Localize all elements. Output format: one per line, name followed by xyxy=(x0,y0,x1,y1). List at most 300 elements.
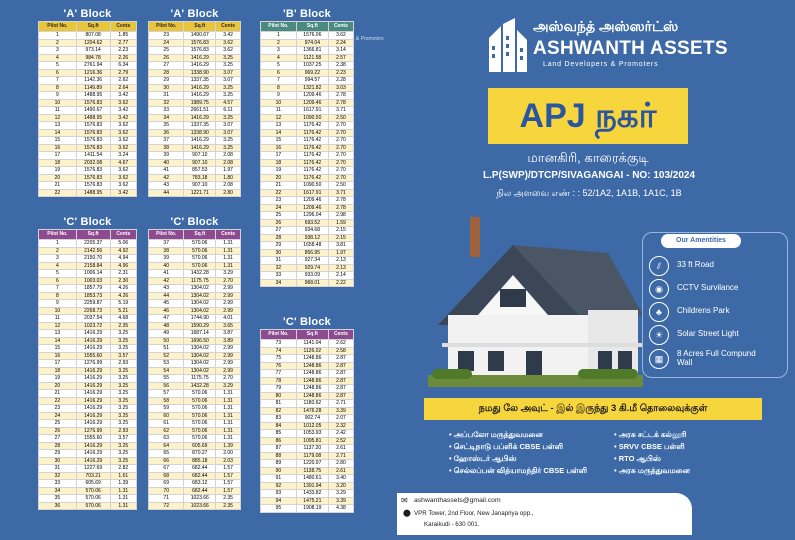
table-cell: 1.31 xyxy=(216,427,241,435)
table-cell: 907.10 xyxy=(184,159,216,167)
table-cell: 56 xyxy=(149,382,184,390)
table-row xyxy=(39,107,137,115)
table-cell: 2268.73 xyxy=(76,307,110,315)
table-row xyxy=(39,450,137,458)
table-cell: 3.39 xyxy=(328,407,353,415)
table-row xyxy=(261,445,354,453)
table-cell: 1296.04 xyxy=(296,212,328,220)
table-cell: 94 xyxy=(261,497,297,505)
table-cell: 1095.81 xyxy=(296,437,328,445)
table-row xyxy=(261,452,354,460)
table-cell: 34 xyxy=(39,487,77,495)
table-cell: 2.99 xyxy=(216,307,241,315)
table-cell: 2.99 xyxy=(216,285,241,293)
table-cell: 3.29 xyxy=(216,382,241,390)
table-cell: 27 xyxy=(149,62,184,70)
table-cell: 1416.29 xyxy=(76,330,110,338)
table-cell: 64 xyxy=(149,442,184,450)
table-cell: 2.23 xyxy=(110,47,136,55)
table-row xyxy=(39,405,137,413)
table-row xyxy=(261,182,354,190)
table-cell: 89 xyxy=(261,460,297,468)
column-header: Sq.ft xyxy=(76,230,110,240)
table-cell: 74 xyxy=(261,347,297,355)
table-cell: 2.70 xyxy=(216,375,241,383)
table-cell: 1.85 xyxy=(110,32,136,40)
table-cell: 1248.86 xyxy=(296,392,328,400)
table-cell: 26 xyxy=(39,427,77,435)
amenity-item xyxy=(649,279,789,299)
table-cell: 22 xyxy=(39,397,77,405)
table-cell: 1023.72 xyxy=(76,322,110,330)
a-block-table-1 xyxy=(38,8,137,197)
table-cell: 2.98 xyxy=(328,212,353,220)
table-cell: 2.99 xyxy=(216,352,241,360)
table-cell: 3.25 xyxy=(110,397,136,405)
table-cell: 3.62 xyxy=(216,47,241,55)
table-row xyxy=(261,257,354,265)
table-cell: 1180.62 xyxy=(296,400,328,408)
table-cell: 1576.83 xyxy=(76,174,110,182)
table-cell: 5.21 xyxy=(110,307,136,315)
building-logo-icon xyxy=(487,18,529,72)
table-cell: 45 xyxy=(149,300,184,308)
table-cell: 1908.19 xyxy=(296,505,328,513)
table-cell: 2.64 xyxy=(110,84,136,92)
table-cell: 32 xyxy=(149,99,184,107)
table-cell: 1416.29 xyxy=(76,367,110,375)
table-cell: 40 xyxy=(149,262,184,270)
table-row xyxy=(149,77,241,85)
table-row xyxy=(39,77,137,85)
table-row xyxy=(261,415,354,423)
table-cell: 1366.81 xyxy=(296,47,328,55)
house-illustration xyxy=(418,205,648,395)
table-cell: 31 xyxy=(261,257,297,265)
table-cell: 1.31 xyxy=(110,495,136,503)
table-cell: 12 xyxy=(261,114,297,122)
table-cell: 41 xyxy=(149,270,184,278)
table-cell: 7 xyxy=(39,285,77,293)
table-cell: 1337.35 xyxy=(184,77,216,85)
table-cell: 1 xyxy=(261,32,297,40)
table-cell: 934.68 xyxy=(296,227,328,235)
table-row xyxy=(149,502,241,510)
table-cell: 2.28 xyxy=(328,77,353,85)
table-row xyxy=(39,390,137,398)
table-cell: 3 xyxy=(261,47,297,55)
table-cell: 1490.67 xyxy=(184,32,216,40)
table-cell: 12 xyxy=(39,322,77,330)
table-row xyxy=(149,450,241,458)
table-cell: 6.11 xyxy=(216,107,241,115)
table-row xyxy=(149,367,241,375)
table-cell: 1488.95 xyxy=(76,114,110,122)
cctv-icon: ◉ xyxy=(649,279,669,299)
table-row xyxy=(149,472,241,480)
table-cell: 2.99 xyxy=(216,292,241,300)
table-cell: 32 xyxy=(39,472,77,480)
table-cell: 1853.73 xyxy=(76,292,110,300)
table-cell: 2.13 xyxy=(328,264,353,272)
plot-table xyxy=(260,21,354,287)
table-row xyxy=(261,437,354,445)
table-cell: 72 xyxy=(149,502,184,510)
table-cell: 2.99 xyxy=(216,360,241,368)
table-cell: 1304.02 xyxy=(184,292,216,300)
table-cell: 28 xyxy=(39,442,77,450)
table-cell: 570.06 xyxy=(184,435,216,443)
table-cell: 3.25 xyxy=(216,54,241,62)
table-cell: 1053.93 xyxy=(296,430,328,438)
plot-table xyxy=(260,329,354,513)
table-cell: 3.25 xyxy=(110,412,136,420)
table-cell: 3.03 xyxy=(328,84,353,92)
table-cell: 3.07 xyxy=(216,69,241,77)
table-cell: 2.08 xyxy=(216,159,241,167)
table-cell: 1590.29 xyxy=(184,322,216,330)
table-cell: 3.81 xyxy=(328,242,353,250)
table-row xyxy=(261,467,354,475)
table-cell: 1555.60 xyxy=(76,352,110,360)
table-cell: 2 xyxy=(261,39,297,47)
table-cell: 1687.14 xyxy=(184,330,216,338)
table-row xyxy=(39,182,137,190)
table-cell: 1576.83 xyxy=(184,47,216,55)
table-row xyxy=(261,212,354,220)
table-cell: 2.13 xyxy=(328,257,353,265)
table-cell: 1576.83 xyxy=(76,167,110,175)
table-cell: 20 xyxy=(39,382,77,390)
table-cell: 1.31 xyxy=(216,412,241,420)
table-cell: 1576.83 xyxy=(76,122,110,130)
brand-logo xyxy=(487,16,728,76)
block-title: 'C' Block xyxy=(63,216,112,228)
table-cell: 3.71 xyxy=(328,189,353,197)
table-cell: 857.53 xyxy=(184,167,216,175)
table-cell: 1138.75 xyxy=(296,467,328,475)
table-row xyxy=(149,345,241,353)
table-cell: 3.25 xyxy=(216,137,241,145)
table-row xyxy=(149,137,241,145)
survey-number: நில அளவை எண் : : 52/1A2, 1A1B, 1A1C, 1B xyxy=(496,188,682,198)
table-cell: 30 xyxy=(261,249,297,257)
contact-address-line-1: VPR Tower, 2nd Floor, New Janapriya opp., xyxy=(414,510,534,517)
amenity-item xyxy=(649,256,789,276)
table-cell: 1617.91 xyxy=(296,189,328,197)
brand-tagline: Land Developers & Promoters xyxy=(543,61,659,68)
table-cell: 1012.05 xyxy=(296,422,328,430)
table-cell: 1023.66 xyxy=(184,502,216,510)
table-cell: 1576.83 xyxy=(76,137,110,145)
table-row xyxy=(149,255,241,263)
table-cell: 2.15 xyxy=(328,227,353,235)
table-cell: 974.04 xyxy=(296,39,328,47)
distance-band: நமது லே அவுட் - இல் இருந்து 3 கி.மீ தொலைவுக்குள் xyxy=(424,398,762,420)
table-cell: 1411.54 xyxy=(76,152,110,160)
table-cell: 1220.97 xyxy=(296,460,328,468)
nearby-place: • RTO ஆபிஸ் xyxy=(614,454,661,463)
table-cell: 2.70 xyxy=(328,137,353,145)
table-cell: 1248.86 xyxy=(296,362,328,370)
table-row xyxy=(39,262,137,270)
table-cell: 87 xyxy=(261,445,297,453)
table-cell: 4.68 xyxy=(110,315,136,323)
table-cell: 3.25 xyxy=(110,382,136,390)
table-cell: 2.87 xyxy=(328,355,353,363)
table-cell: 2.80 xyxy=(216,189,241,197)
table-cell: 11 xyxy=(39,315,77,323)
table-cell: 1.31 xyxy=(216,390,241,398)
table-cell: 2.70 xyxy=(328,122,353,130)
table-cell: 605.69 xyxy=(76,480,110,488)
column-header: Pilot No. xyxy=(149,230,184,240)
table-cell: 2.78 xyxy=(328,99,353,107)
table-row xyxy=(261,92,354,100)
table-row xyxy=(39,92,137,100)
table-row xyxy=(149,159,241,167)
table-cell: 3.25 xyxy=(110,375,136,383)
table-cell: 53 xyxy=(149,360,184,368)
table-header-row xyxy=(39,22,137,32)
table-cell: 44 xyxy=(149,292,184,300)
table-cell: 994.57 xyxy=(296,77,328,85)
table-cell: 1658.48 xyxy=(296,242,328,250)
table-cell: 3 xyxy=(39,255,77,263)
table-cell: 18 xyxy=(39,367,77,375)
table-cell: 2.58 xyxy=(328,347,353,355)
amenity-label: Childrens Park xyxy=(677,306,730,315)
table-row xyxy=(149,84,241,92)
table-cell: 570.06 xyxy=(184,240,216,248)
table-row xyxy=(149,322,241,330)
table-row xyxy=(149,270,241,278)
table-row xyxy=(261,407,354,415)
table-cell: 3.87 xyxy=(216,330,241,338)
block-title: 'B' Block xyxy=(283,8,331,20)
table-cell: 2.08 xyxy=(216,152,241,160)
block-title: 'C' Block xyxy=(283,316,331,328)
table-cell: 46 xyxy=(149,307,184,315)
table-cell: 79 xyxy=(261,385,297,393)
table-cell: 30 xyxy=(149,84,184,92)
table-row xyxy=(39,330,137,338)
table-cell: 34 xyxy=(261,279,297,287)
table-cell: 605.69 xyxy=(184,442,216,450)
table-cell: 5.19 xyxy=(110,300,136,308)
table-cell: 2.35 xyxy=(110,322,136,330)
table-cell: 2.14 xyxy=(328,272,353,280)
table-cell: 1989.75 xyxy=(184,99,216,107)
table-cell: 1.80 xyxy=(216,174,241,182)
table-row xyxy=(149,330,241,338)
table-cell: 58 xyxy=(149,397,184,405)
table-row xyxy=(261,39,354,47)
table-cell: 33 xyxy=(39,480,77,488)
table-row xyxy=(39,69,137,77)
table-cell: 1149.89 xyxy=(76,84,110,92)
table-row xyxy=(261,505,354,513)
table-cell: 902.74 xyxy=(296,415,328,423)
table-cell: 3.89 xyxy=(216,337,241,345)
table-cell: 1416.29 xyxy=(76,457,110,465)
table-cell: 8 xyxy=(39,84,77,92)
amenity-item xyxy=(649,325,789,345)
table-cell: 86 xyxy=(261,437,297,445)
table-cell: 44 xyxy=(149,189,184,197)
table-cell: 3.25 xyxy=(216,92,241,100)
table-row xyxy=(39,360,137,368)
table-cell: 17 xyxy=(261,152,297,160)
table-cell: 3.07 xyxy=(216,122,241,130)
table-cell: 3.25 xyxy=(110,330,136,338)
table-cell: 38 xyxy=(149,247,184,255)
table-cell: 1576.83 xyxy=(76,129,110,137)
table-cell: 2.70 xyxy=(328,144,353,152)
table-cell: 968.01 xyxy=(296,279,328,287)
table-cell: 27 xyxy=(39,435,77,443)
table-row xyxy=(39,322,137,330)
table-cell: 3.07 xyxy=(216,77,241,85)
table-cell: 1.97 xyxy=(216,167,241,175)
column-header: Sq.ft xyxy=(296,22,328,32)
table-row xyxy=(261,174,354,182)
table-cell: 1.57 xyxy=(216,480,241,488)
table-cell: 21 xyxy=(261,182,297,190)
table-cell: 17 xyxy=(39,152,77,160)
table-cell: 9 xyxy=(261,92,297,100)
table-cell: 1488.95 xyxy=(76,189,110,197)
table-cell: 856.95 xyxy=(296,249,328,257)
table-cell: 5 xyxy=(261,62,297,70)
table-cell: 3.25 xyxy=(110,405,136,413)
table-cell: 3.25 xyxy=(216,144,241,152)
table-row xyxy=(149,240,241,248)
table-row xyxy=(261,204,354,212)
table-cell: 2.32 xyxy=(328,422,353,430)
table-cell: 3.42 xyxy=(216,32,241,40)
table-cell: 2.62 xyxy=(110,77,136,85)
table-cell: 22 xyxy=(39,189,77,197)
table-cell: 36 xyxy=(149,129,184,137)
table-header-row xyxy=(149,22,241,32)
table-cell: 1121.58 xyxy=(296,54,328,62)
table-cell: 23 xyxy=(149,32,184,40)
table-cell: 2.03 xyxy=(216,457,241,465)
table-cell: 2661.51 xyxy=(184,107,216,115)
table-cell: 17 xyxy=(39,360,77,368)
table-cell: 62 xyxy=(149,427,184,435)
table-row xyxy=(39,420,137,428)
table-row xyxy=(261,114,354,122)
table-cell: 43 xyxy=(149,285,184,293)
table-cell: 91 xyxy=(261,475,297,483)
table-cell: 6 xyxy=(39,69,77,77)
table-cell: 22 xyxy=(261,189,297,197)
table-row xyxy=(39,307,137,315)
table-cell: 1209.46 xyxy=(296,197,328,205)
table-cell: 3.62 xyxy=(110,167,136,175)
table-cell: 3.42 xyxy=(110,92,136,100)
table-cell: 2.70 xyxy=(328,167,353,175)
table-row xyxy=(261,99,354,107)
table-cell: 2.99 xyxy=(216,367,241,375)
table-cell: 21 xyxy=(39,390,77,398)
table-row xyxy=(149,167,241,175)
table-cell: 15 xyxy=(39,137,77,145)
table-row xyxy=(39,465,137,473)
table-row xyxy=(261,482,354,490)
table-cell: 3.25 xyxy=(216,84,241,92)
table-row xyxy=(149,457,241,465)
table-cell: 50 xyxy=(149,337,184,345)
table-cell: 9 xyxy=(39,92,77,100)
table-cell: 35 xyxy=(39,495,77,503)
table-row xyxy=(149,189,241,197)
table-row xyxy=(39,189,137,197)
table-row xyxy=(261,264,354,272)
table-cell: 20 xyxy=(39,174,77,182)
park-icon: ♣ xyxy=(649,302,669,322)
table-cell: 2.99 xyxy=(216,345,241,353)
table-row xyxy=(39,480,137,488)
table-cell: 1416.29 xyxy=(76,382,110,390)
table-cell: 1209.46 xyxy=(296,204,328,212)
table-cell: 2.78 xyxy=(328,197,353,205)
project-location: மானகிரி, காரைக்குடி xyxy=(527,150,649,165)
table-cell: 885.18 xyxy=(184,457,216,465)
table-cell: 1576.83 xyxy=(76,144,110,152)
table-cell: 693.52 xyxy=(296,219,328,227)
table-row xyxy=(39,352,137,360)
table-cell: 1321.82 xyxy=(296,84,328,92)
table-cell: 5 xyxy=(39,62,77,70)
table-cell: 570.06 xyxy=(184,405,216,413)
table-cell: 683.12 xyxy=(184,480,216,488)
table-cell: 3.62 xyxy=(216,39,241,47)
table-row xyxy=(149,182,241,190)
table-cell: 3.62 xyxy=(110,174,136,182)
contact-email[interactable]: ashwanthassets@gmail.com xyxy=(414,497,501,504)
table-cell: 4 xyxy=(39,54,77,62)
brand-tamil-name: அஸ்வந்த் அஸ்ஸர்ட்ஸ் xyxy=(533,18,679,34)
table-row xyxy=(149,114,241,122)
amenities-heading: Our Amentities xyxy=(661,234,741,248)
table-cell: 42 xyxy=(149,174,184,182)
solar-light-icon: ☀ xyxy=(649,325,669,345)
table-cell: 1490.67 xyxy=(76,107,110,115)
table-row xyxy=(149,92,241,100)
table-cell: 4.67 xyxy=(110,159,136,167)
table-row xyxy=(39,345,137,353)
table-row xyxy=(39,99,137,107)
table-cell: 1432.28 xyxy=(184,270,216,278)
table-cell: 52 xyxy=(149,352,184,360)
table-cell: 2.87 xyxy=(328,392,353,400)
column-header: Cents xyxy=(110,230,136,240)
column-header: Cents xyxy=(216,22,241,32)
table-cell: 82 xyxy=(261,407,297,415)
table-cell: 18 xyxy=(39,159,77,167)
table-cell: 570.06 xyxy=(184,247,216,255)
table-cell: 8 xyxy=(39,292,77,300)
table-cell: 9 xyxy=(39,300,77,308)
table-cell: 2.00 xyxy=(216,450,241,458)
table-cell: 51 xyxy=(149,345,184,353)
table-cell: 907.10 xyxy=(184,182,216,190)
table-row xyxy=(39,240,137,248)
table-cell: 1416.29 xyxy=(76,420,110,428)
